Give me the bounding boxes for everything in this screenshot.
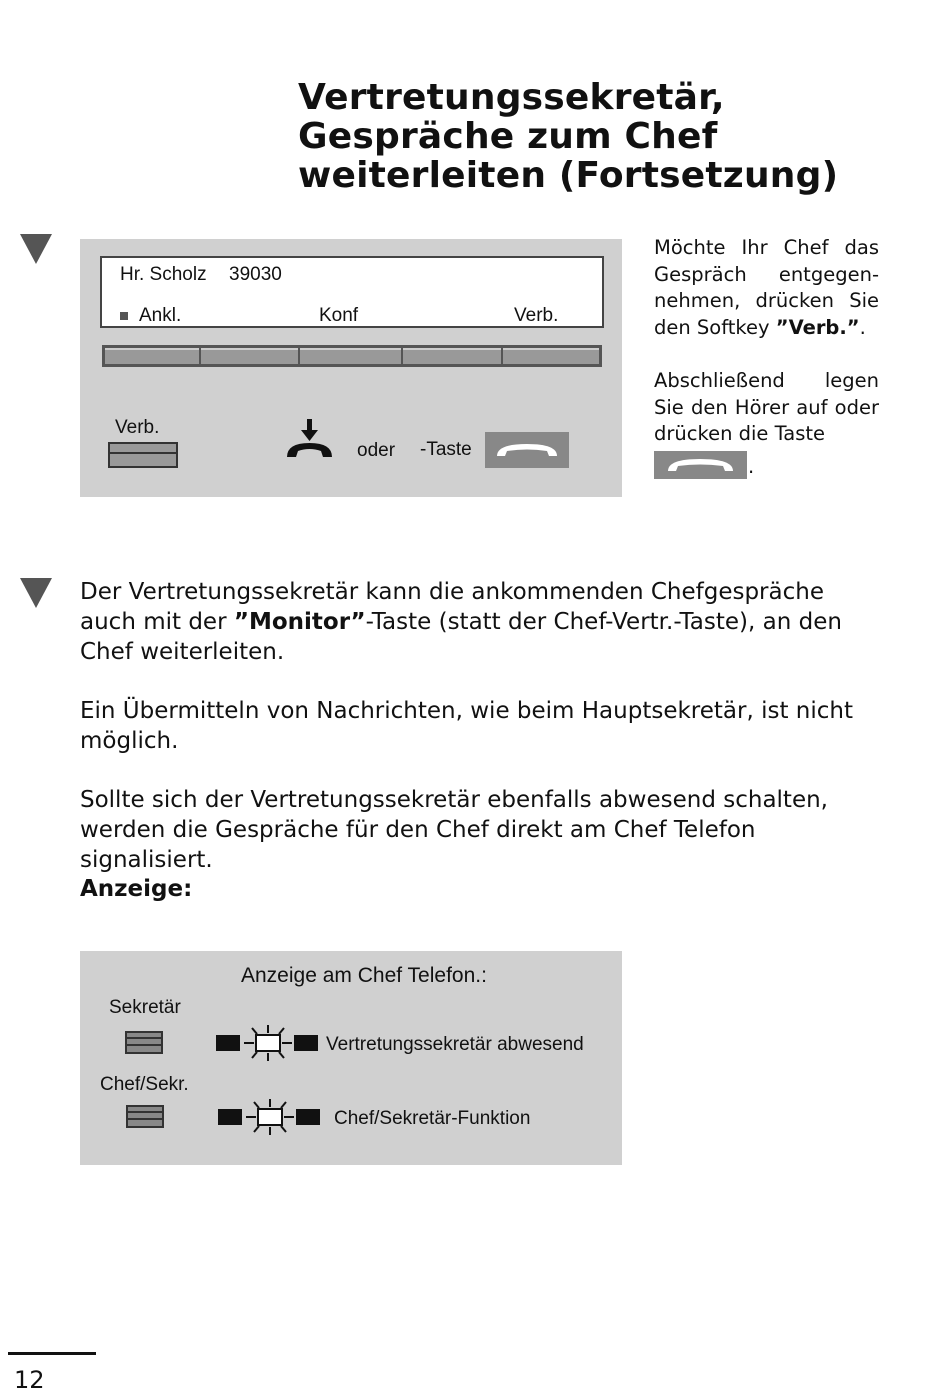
page-title: Vertretungssekretär, Gespräche zum Chef weiterleiten (Fortsetzung) — [298, 77, 839, 196]
status-absent: Vertretungssekretär abwesend — [326, 1034, 584, 1055]
step-marker-icon-2 — [20, 578, 52, 608]
instruction-hangup: Abschließend legen Sie den Hörer auf oder drücken die Taste — [654, 369, 879, 445]
chef-sekr-key-icon — [126, 1105, 164, 1128]
verb-key-label: Verb. — [115, 417, 160, 438]
end-call-key-icon — [485, 432, 569, 468]
status-chef-sekr: Chef/Sekretär-Funktion — [334, 1108, 531, 1129]
end-call-key-icon-inline — [654, 451, 747, 479]
page-number: 12 — [14, 1366, 45, 1394]
display-number: 39030 — [229, 264, 282, 285]
taste-label: -Taste — [420, 439, 472, 460]
oder-label: oder — [357, 440, 396, 461]
footer-rule — [8, 1352, 96, 1355]
step-marker-icon — [20, 234, 52, 264]
verb-key-icon — [108, 442, 178, 468]
sekretaer-label: Sekretär — [109, 997, 181, 1018]
phone-display — [100, 256, 604, 328]
sekretaer-key-icon — [125, 1031, 163, 1054]
softkey-label-ankl: Ankl. — [139, 305, 182, 326]
panel-title: Anzeige am Chef Telefon.: — [241, 964, 487, 987]
phone-illustration-panel — [80, 239, 622, 497]
display-name: Hr. Scholz — [120, 264, 207, 285]
monitor-paragraph: Der Vertretungssekretär kann die ankommenden Chefgespräche auch mit der ”Monitor”-Taste (statt der Chef-Vertr.-Taste), an den Chef weiterleiten. — [80, 579, 842, 665]
chef-sekr-label: Chef/Sekr. — [100, 1074, 189, 1095]
softkey-bar — [102, 345, 602, 367]
cursor-square-icon — [120, 312, 128, 320]
softkey-label-konf: Konf — [319, 305, 359, 326]
anzeige-heading: Anzeige: — [80, 876, 193, 902]
softkey-label-verb: Verb. — [514, 305, 559, 326]
flashing-led-icon — [216, 1025, 320, 1061]
flashing-led-icon-2 — [218, 1099, 322, 1135]
instruction-answer: Möchte Ihr Chef das Gespräch entgegennehmen, drücken Sie den Softkey ”Verb.”. — [654, 236, 879, 339]
messages-paragraph: Ein Übermitteln von Nachrichten, wie beim Hauptsekretär, ist nicht möglich. — [80, 698, 853, 754]
hang-up-handset-icon — [285, 419, 335, 463]
absent-paragraph: Sollte sich der Vertretungssekretär ebenfalls abwesend schalten, werden die Gespräche für den Chef direkt am Chef Telefon signalisiert. — [80, 787, 828, 873]
instruction-hangup-period: . — [748, 455, 755, 478]
display-indicator-panel — [80, 951, 622, 1165]
